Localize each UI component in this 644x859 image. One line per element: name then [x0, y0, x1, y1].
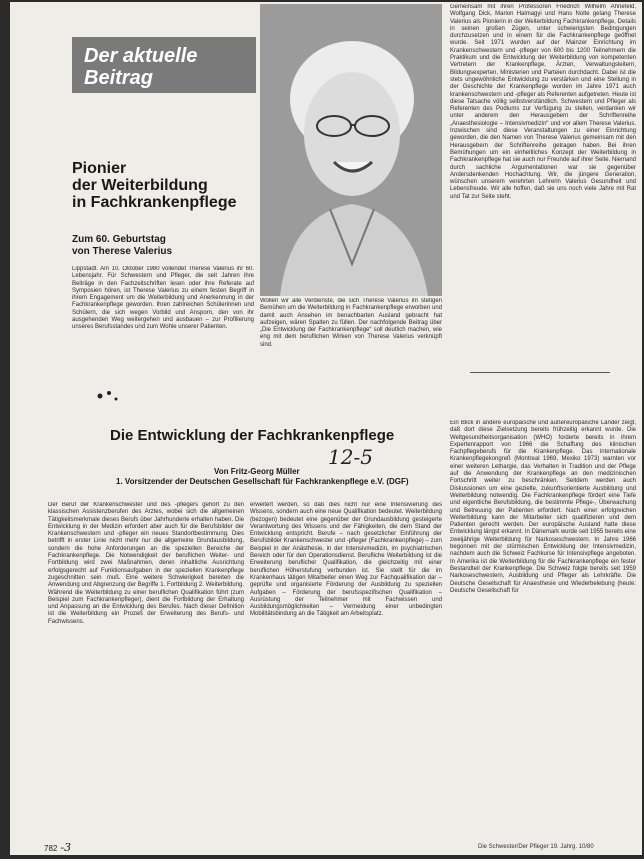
title-line2: der Weiterbildung: [72, 177, 208, 194]
portrait-illustration: [260, 4, 442, 296]
article2-column1-text: Der Beruf der Krankenschwester und des -pflegers gehört zu den klassischen Assistenzberufen des Arztes, wobei sich die allgemeinen Tätigkeitsmerkmale dieses Berufs über Jahrhunderte erhalten haben. Die Entwicklung in der Medizin erfordert aber auch für die Berufsbilder der Krankenschwestern und -pfleger ein neues Standortbestimmung. Dies betrifft in erster Linie nicht mehr nur die allgemeine Grundausbildung, sondern die hohe Anforderungen an die speziellen Bereiche der Fachkrankenpflege. Die Notwendigkeit der beruflichen Weiter- und Fortbildung wird zwei Maßnahmen, deren inhaltliche Ausrichtung erfolgsgerecht auf Funktionsaufgaben in der speziellen Krankenpflege zugeschnitten sein muß. Eine weitere Schwierigkeit bereiten die Anwendung und Abgrenzung der Begriffe 1. Fortbildung 2. Weiterbildung. Während die Weiterbildung zu einer beruflichen Qualifikation führt (zum Beispiel zum Fachkrankenpfleger), dient die Fortbildung der Erhaltung und Anpassung an die Entwicklung des Berufes. Nach dieser Definition ist die Weiterbildung ein Prozeß der Erweiterung des Berufs- und Fachwissens.: [48, 502, 244, 625]
title-line1: Pionier: [72, 160, 127, 177]
divider-line: [470, 372, 610, 373]
title-line3: in Fachkrankenpflege: [72, 194, 237, 211]
article2-column2: [250, 502, 442, 832]
author-name: Von Fritz-Georg Müller: [214, 467, 300, 476]
article1-column3: [450, 4, 636, 354]
portrait-photo: [260, 4, 442, 296]
subtitle-line2: von Therese Valerius: [72, 246, 173, 257]
article2-heading: Die Entwicklung der Fachkrankenpflege: [110, 427, 395, 444]
article2-column3-text: Ein Blick in andere europäische und außereuropäische Länder zeigt, daß dort diese Zielsetzung bereits frühzeitig erkannt wurde. Die Weltgesundheitsorganisation (WHO) forderte bereits in ihrem Expertenrapport von 1966 die Schaffung des klinischen Fachpflegeberufs für die Krankenpflege. Das internationale Krankenpflegekongreß (Montreal 1969, Mexiko 1973) warnten vor einer weiteren Lethargie, das Verhalten in Tradition und der Pflege auf die Anwendung der Krankenpflege an den medizinischen Fortschritt weiter zu beschränken. Seitdem werden auch Diskussionen um eine gezielte, zukunftsorientierte Ausbildung und Weiterbildung notwendig. Die Fachkrankenpflege fördert eine Tiefe und eigentliche Berufsbildung, die bestimmte Pflege-, Überwachung und Betreuung der Patienten erfordert. Nach einer erfolgreichen Weiterbildung kann der Mitarbeiter sich qualifizieren und dem Patienten gerecht werden. Der europäische Ausland hatte diese Entwicklung längst erkannt. In Dänemark wurde seit 1955 bereits eine zweijährige Weiterbildung für Narkoseschwestern. In Jahre 1966 begonnen mit der stürmischen Entwicklung der Intensivmedizin, nachdem auch die Schweiz Fachkurse für Intensivpflege angeboten. In Amerika ist die Weiterbildung für die Fachkrankenpflege ein fester Bestandteil der Krankenpflege. Die Schweiz folgte bereits seit 1959 Narkoseschwestern, Ausbildung und Pfleger als Lehrkräfte. Die Deutsche Gesellschaft für Anaesthesie und Wiederbelebung (heute: Deutsche Gesellschaft für: [450, 420, 636, 594]
page-number-value: 782: [44, 844, 58, 853]
section-label-box: [72, 37, 256, 93]
author-affiliation: 1. Vorsitzender der Deutschen Gesellschaft für Fachkrankenpflege e.V. (DGF): [116, 477, 409, 486]
magazine-page: [10, 2, 642, 855]
subtitle-line1: Zum 60. Geburtstag: [72, 234, 166, 245]
article2-column3: [450, 420, 636, 832]
article2-column1: [48, 502, 244, 832]
article2-column2-text: erweitert werden, so daß dies nicht nur eine Intensivierung des Wissens, sondern auch eine neue Qualifikation bedeutet. Weiterbildung (bezogen) bedeutet eine gegenüber der Grundausbildung gesteigerte Verantwortung des Wissens und der Fähigkeiten, die dem Stand der Entwicklung entspricht. Berufe – nach gesetzlicher Einführung der Berufsbilder Krankenschwester und -pfleger (Fachkrankenpflege) – zum Beispiel in der Anästhesie, in der Intensivmedizin, im psychiatrischen Bereich oder für den Operationsdienst. Berufliche Weiterbildung ist die Erweiterung beruflicher Qualifikation, die gleichzeitig mit einer beruflichen Höherstufung verbunden ist. Sie stellt für die im Krankenhaus tätigen Mitarbeiter einen Weg zur Fachqualifikation dar – geprüfte und organisierte Förderung der Ausbildung zu speziellen Aufgaben – Förderung der berufsspezifischen Qualifikation – Ausrüstung der Teilnehmer mit Fachwissen und Ausbildungsmöglichkeiten – Vermeidung einer unbedingten Mobilitätsbindung an die Tätigkeit am Arbeitsplatz.: [250, 502, 442, 618]
article-title: [72, 160, 256, 211]
article1-column2-text: Wollen wir alle Verdienste, die sich Therese Valerius im stetigen Bemühen um die Weiterbildung in Fachkrankenpflege erworben und damit auch Ansehen im benachbarten Ausland gebracht hat aufzeigen, wären Spalten zu füllen. Der nachfolgende Beitrag über „Die Entwicklung der Fachkrankenpflege“ soll deutlich machen, wie eng mit dem beruflichen Wirken von Therese Valerius verknüpft sind.: [260, 298, 442, 348]
article1-column1-text: Lippstadt. Am 10. Oktober 1980 vollendet Therese Valerius ihr 60. Lebensjahr. Für Schwestern und Pfleger, die seit Jahren ihre Beiträge in den Fachzeitschriften lesen oder ihre Referate auf Symposien hören, ist Therese Valerius zu einem festen Begriff in ihrem Engagement um die Weiterbildung und Anerkennung in der Fachkrankenpflege geworden. Ihren zahlreichen Schülerinnen und Schülern, die sich wegen Vorbild und Ansporn, den von ihr ausgehenden Weg weitergehen und ausbauen – zur Profilierung unseres Berufsstandes und zum Wohle unserer Patienten.: [72, 266, 254, 331]
article-subtitle: [72, 234, 256, 258]
section-label-line1: Der aktuelle: [84, 45, 198, 67]
article1-column1: [72, 266, 254, 378]
section-label: [84, 45, 197, 89]
page-number: [44, 841, 71, 854]
article1-column2: [260, 298, 442, 378]
article1-column3-text: Gemeinsam mit ihren Professoren Friedrich Wilhelm Ahnefeld, Wolfgang Dick, Marion Halmagyi und Hans Nolte gelang Therese Valerius als Pionierin in der Weiterbildung Fachkrankenpflege, Details in seinen großen Zügen, unter schwierigsten Bedingungen durchzusetzen und in einem für die Fachkrankenpflege geöffnet wurde. Seit 1971 wurden auf der Mainzer Einrichtung im Krankenschwestern und -pfleger von 600 bis 1200 Teilnehmern die Praktikum und die Entwicklung der Weiterbildung von kompetenten Vertretern der Krankenpflege, Ärzten, Verwaltungsleitern, Bildungsexperten, Ministerien und Parteien durchdacht. Dabei ist die stets ungewöhnliche Entwicklung zu verstärken und eine Stellung in der Geschichte der Krankenpflege worden im Jahre 1971 auch krankenschwestern und -pfleger als Referenten aufgetreten. Heute ist diese Tatsache völlig selbstverständlich. Schwestern und Pfleger als Referenten des Podiums zur Verfügung zu stellen, verdanken wir unter anderem den Herausgebern der Schriftenreihe „Anaesthesiologie – Intensivmedizin“ und vor allem Therese Valerius. Inzwischen sind diese Veranstaltungen zu einer Einrichtung geworden, die den Namen von Therese Valerius gemeinsam mit den Herausgebern der Schriftenreihe getragen haben. Bei ihren Bemühungen um ein einheitliches Konzept der Weiterbildung in Fachkrankenpflege hat sie auch nur Freunde auf ihrer Seite. Niemand durch sachliche Argumentationen war sie gegenüber Andersdenkenden Hochachtung. Wir, die jüngere Generation, wünschen unserem verehrten Lehrerin Valerius Gesundheit und Lebensfreude. Wir alle hoffen, daß sie uns noch viele Jahre mit Rat und Tat zur Seite steht.: [450, 4, 636, 200]
page-number-handwritten: -3: [60, 841, 72, 854]
journal-footer: Die Schwester/Der Pfleger 19. Jahrg. 10/80: [478, 844, 594, 850]
ink-specks: [95, 387, 125, 405]
handwritten-annotation: 12-5: [328, 445, 373, 469]
section-label-line2: Beitrag: [84, 67, 153, 89]
